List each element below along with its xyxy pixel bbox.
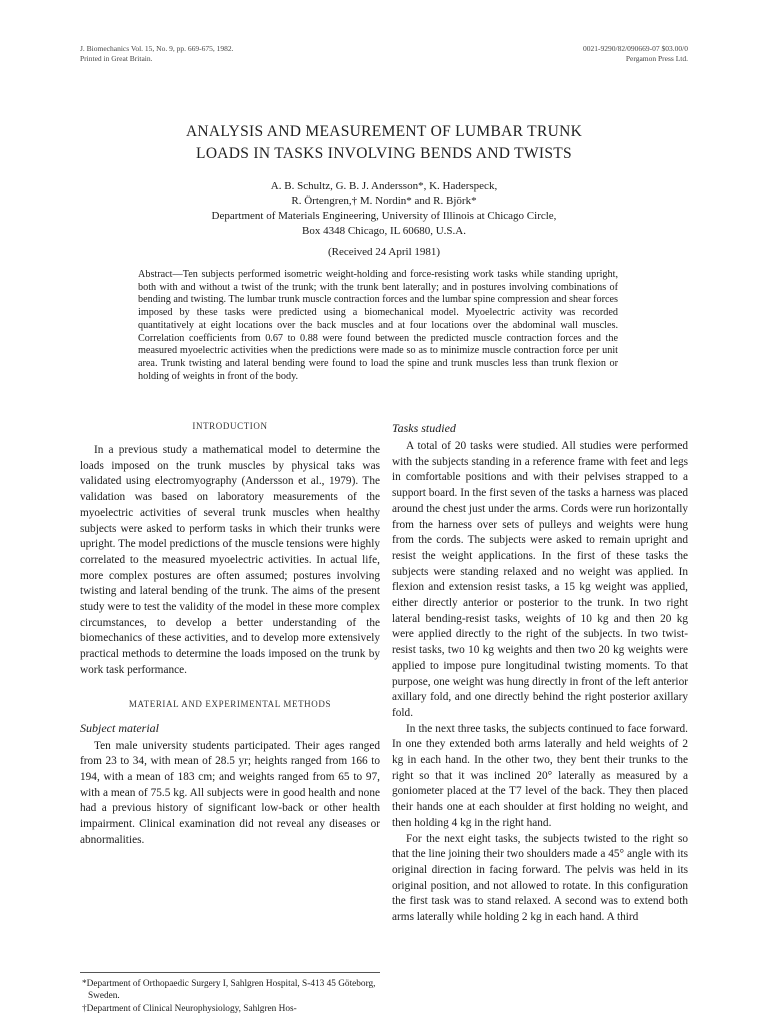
received-date: (Received 24 April 1981)	[327, 246, 441, 258]
title-line-1: ANALYSIS AND MEASUREMENT OF LUMBAR TRUNK	[185, 123, 583, 140]
author-block	[80, 179, 688, 239]
subject-material-heading: Subject material	[80, 720, 159, 735]
footnote-2: †Department of Clinical Neurophysiology, Sahlgren Hos-	[82, 1004, 297, 1014]
methods-heading: MATERIAL AND EXPERIMENTAL METHODS	[128, 698, 332, 709]
introduction-heading: INTRODUCTION	[192, 421, 268, 431]
tasks-paragraph-1: A total of 20 tasks were studied. All studies were performed with the subjects standing in a reference frame with feet and legs in comfortable positions and with their pelvises strapped to a support board. In the first seven of the tasks a harness was placed around the chest just under the arms. Cords were run horizontally from the harness over sets of pulleys and weights were hung from the cords. The subjects were asked to remain upright and resist the weight applications. In the first of these tasks the subjects were standing relaxed and no weight was applied. In flexion and extension resist tasks, a 15 kg weight was applied, either directly anterior or posterior to the trunk. In two right lateral bending-resist tasks, weights of 10 kg and then 20 kg were applied directly to the right of the subjects. In two twist-resist tasks, two 10 kg weights and then two 20 kg weights were applied to impose pure longitudinal twisting moments. To that purpose, one weight was hung directly in front of the left anterior axillary fold, and one directly behind the right posterior axillary fold.	[392, 440, 688, 719]
left-column	[80, 421, 380, 848]
authors-line-1: A. B. Schultz, G. B. J. Andersson*, K. Haderspeck,	[270, 180, 498, 192]
affiliation-line-1: Department of Materials Engineering, University of Illinois at Chicago Circle,	[211, 210, 557, 222]
printed-location: Printed in Great Britain.	[80, 54, 153, 63]
affiliation-line-2: Box 4348 Chicago, IL 60680, U.S.A.	[302, 225, 466, 237]
tasks-paragraph-3: For the next eight tasks, the subjects twisted to the right so that the line joining their two shoulders made a 45° angle with its original direction in facing forward. The pelvis was held in its original position, and not allowed to rotate. In this configuration the first task was to stand relaxed. A second was to extend both arms laterally while holding 2 kg in each hand. A third	[392, 832, 688, 924]
right-column	[392, 421, 688, 926]
abstract-label: Abstract	[138, 269, 173, 280]
running-header-left	[80, 44, 233, 64]
tasks-paragraph-2: In the next three tasks, the subjects continued to face forward. In one they extended both arms laterally and held weights of 2 kg in each hand. In the other two, they bent their trunks to the right so that it was inclined 20° laterally as measured by a goniometer placed at the T7 level of the back. They then placed their hands one at each shoulder at first holding no weight, and then holding 4 kg in the right hand.	[392, 722, 688, 829]
journal-citation: J. Biomechanics Vol. 15, No. 9, pp. 669-675, 1982.	[80, 44, 234, 53]
paper-title	[80, 121, 688, 165]
abstract	[138, 269, 618, 383]
running-header-right	[583, 44, 688, 64]
introduction-paragraph: In a previous study a mathematical model to determine the loads imposed on the trunk muscles by physical taks was validated using electromyography (Andersson et al., 1979). The validation was based on laboratory measurements of the myoelectric activities of several trunk muscles when healthy subjects were asked to perform tasks in which their trunks were upright. The model predictions of the muscle tensions were highly correlated to the measured myoelectric activities. In actual life, more complex postures are often assumed; postures involving twisting and lateral bending of the trunk. The aims of the present study were to test the validity of the model in these more complex circumstances, to develop a better understanding of the biomechanics of these activities, and to develop more extensively practical methods to determine the loads imposed on the trunk by work task performance.	[80, 444, 380, 676]
tasks-studied-heading: Tasks studied	[392, 421, 456, 435]
article-code: 0021-9290/82/090669-07 $03.00/0	[583, 44, 688, 53]
publisher-name: Pergamon Press Ltd.	[625, 54, 688, 63]
abstract-text: —Ten subjects performed isometric weight-holding and force-resisting work tasks while standing upright, both with and without a twist of the trunk; with the trunk bent laterally; and in postures involving combinations of bending and twisting. The lumbar trunk muscle contraction forces and the lumbar spine compression and shear forces imposed by these tasks were predicted using a biomechanical model. Myoelectric activity was recorded quantitatively at eight locations over the back muscles and at four locations over the abdominal wall muscles. Correlation coefficients from 0.67 to 0.88 were found between the predicted muscle contraction forces and the measured myoelectric activities when the predictions were made so as to minimize muscle contraction force per unit area. Trunk twisting and lateral bending were found to load the spine and trunk muscles less than trunk flexion or holding of weights in front of the body.	[138, 269, 618, 382]
footnote-1: *Department of Orthopaedic Surgery I, Sahlgren Hospital, S-413 45 Göteborg, Sweden.	[82, 979, 376, 1001]
authors-line-2: R. Örtengren,† M. Nordin* and R. Björk*	[291, 195, 477, 207]
title-line-2: LOADS IN TASKS INVOLVING BENDS AND TWISTS	[196, 145, 572, 162]
footnotes	[80, 972, 380, 1018]
subject-material-paragraph: Ten male university students participated. Their ages ranged from 23 to 34, with mean of 28.5 yr; heights ranged from 166 to 194, with a mean of 183 cm; and weights ranged from 65 to 97, with a mean of 75.5 kg. All subjects were in good health and none had a previous history of significant low-back or other health impairment. Clinical examination did not reveal any diseases or abnormalities.	[80, 739, 380, 846]
